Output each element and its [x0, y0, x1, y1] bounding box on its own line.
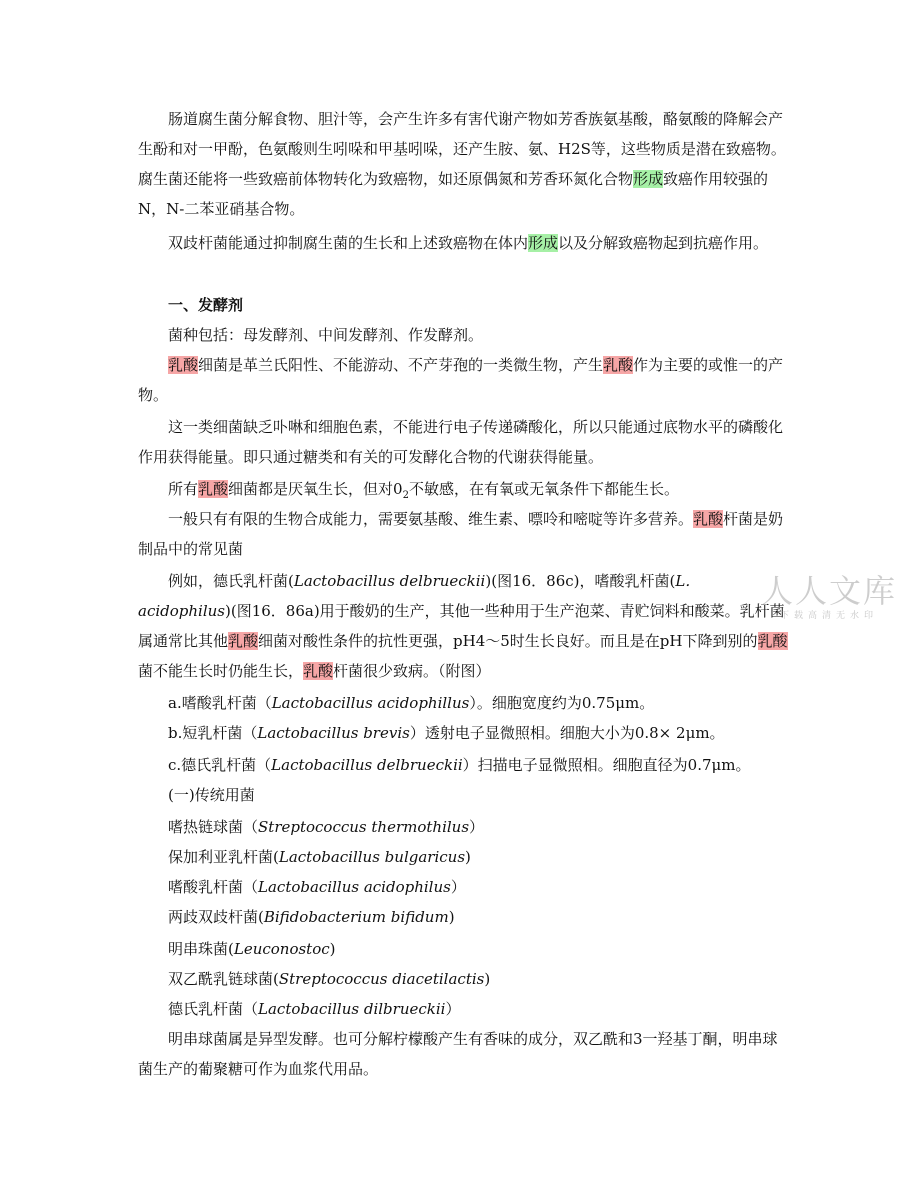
text: 以及分解致癌物起到抗癌作用。	[558, 234, 769, 252]
text: 一般只有有限的生物合成能力，需要氨基酸、维生素、嘌呤和嘧啶等许多营养。	[168, 510, 694, 528]
text: ）	[450, 878, 466, 896]
text: )	[484, 970, 491, 988]
highlight-xingcheng: 形成	[528, 234, 559, 252]
species-name: Lactobacillus brevis	[257, 724, 410, 742]
highlight-rusuan: 乳酸	[693, 510, 724, 528]
watermark-logo: 人人文库	[760, 572, 897, 610]
text: a.嗜酸乳杆菌（	[168, 694, 272, 712]
text: )(图16．86a)用于酸奶的生产，其他一些种用于生产泡菜、青贮饲料和酸菜。乳杆菌属通常比其他	[138, 602, 785, 650]
strain-line	[138, 964, 788, 994]
text: 所有	[168, 480, 199, 498]
text: ）	[445, 1000, 461, 1018]
paragraph-bifidobacteria	[138, 228, 788, 258]
text: 肠道腐生菌分解食物、胆汁等，会产生许多有害代谢产物如芳香族氨基酸，酪氨酸的降解会产生酚和对一甲酚，色氨酸则生吲哚和甲基吲哚，还产生胺、氨、H2S等，这些物质是潜在致癌物。腐生菌还能将一些致癌前体物转化为致癌物，如还原偶氮和芳香环氮化合物	[138, 110, 786, 188]
strain-line	[138, 934, 788, 964]
text: 两歧双歧杆菌(	[168, 908, 264, 926]
text: 嗜热链球菌（	[168, 818, 259, 836]
paragraph-lactic-bacteria	[138, 350, 788, 410]
species-name: Lactobacillus acidophilus	[258, 878, 451, 896]
strain-line	[138, 812, 788, 842]
species-name: Lactobacillus delbrueckii	[271, 756, 463, 774]
text: 双乙酰乳链球菌(	[168, 970, 279, 988]
watermark-subtitle: 下载高清无水印	[779, 611, 878, 621]
text: 双歧杆菌能通过抑制腐生菌的生长和上述致癌物在体内	[168, 234, 529, 252]
highlight-rusuan: 乳酸	[168, 356, 199, 374]
strain-line	[138, 842, 788, 872]
text: b.短乳杆菌（	[168, 724, 258, 742]
species-name: L．acidophilus	[138, 572, 701, 620]
species-name: Lactobacillus delbrueckii	[293, 572, 486, 590]
text: 不敏感，在有氧或无氧条件下都能生长。	[408, 480, 679, 498]
text: )	[465, 848, 471, 866]
text: ）	[469, 818, 485, 836]
highlight-rusuan: 乳酸	[303, 662, 334, 680]
section-heading: 一、发酵剂	[168, 296, 244, 314]
species-name: Lactobacillus acidophillus	[271, 694, 470, 712]
text: )(图16．86c)，嗜酸乳杆菌(	[485, 572, 676, 590]
paragraph-energy: 这一类细菌缺乏卟啉和细胞色素，不能进行电子传递磷酸化，所以只能通过底物水平的磷酸化作用获得能量。即只通过糖类和有关的可发酵化合物的代谢获得能量。	[138, 418, 784, 466]
text: 细菌都是厌氧生长，但对0	[228, 480, 403, 498]
paragraph-starter-types: 菌种包括：母发酵剂、中间发酵剂、作发酵剂。	[168, 326, 484, 344]
text: 杆菌很少致病。（附图）	[333, 662, 491, 680]
species-name: Streptococcus thermothilus	[258, 818, 470, 836]
text: 杆菌是奶制品中的常见菌	[138, 510, 784, 558]
text: 嗜酸乳杆菌（	[168, 878, 259, 896]
text: 致癌作用较强的N，N-二苯亚硝基合物。	[138, 170, 769, 218]
text: 德氏乳杆菌（	[168, 1000, 259, 1018]
subscript: 2	[402, 490, 409, 501]
text: 菌不能生长时仍能生长，	[138, 662, 304, 680]
text: )	[448, 908, 455, 926]
highlight-rusuan: 乳酸	[603, 356, 634, 374]
highlight-xingcheng: 形成	[633, 170, 664, 188]
text: ）扫描电子显微照相。细胞直径为0.7μm。	[462, 756, 751, 774]
text: c.德氏乳杆菌（	[168, 756, 272, 774]
strain-line	[138, 872, 788, 902]
text: 细菌对酸性条件的抗性更强，pH4～5时生长良好。而且是在pH下降到别的	[258, 632, 758, 650]
figure-caption-c	[138, 750, 788, 780]
sub-heading: (一)传统用菌	[168, 786, 255, 804]
figure-caption-b	[138, 718, 788, 748]
highlight-rusuan: 乳酸	[198, 480, 229, 498]
paragraph-leuconostoc: 明串球菌属是异型发酵。也可分解柠檬酸产生有香味的成分，双乙酰和3一羟基丁酮，明串球菌生产的葡聚糖可作为血浆代用品。	[138, 1030, 778, 1078]
paragraph-nutrition	[138, 504, 788, 564]
paragraph-examples	[138, 566, 788, 686]
strain-line	[138, 994, 788, 1024]
species-name: Lactobacillus bulgaricus	[278, 848, 466, 866]
text: 保加利亚乳杆菌(	[168, 848, 279, 866]
strain-line	[138, 902, 788, 932]
text: 细菌是革兰氏阳性、不能游动、不产芽孢的一类微生物，产生	[198, 356, 604, 374]
text: ）透射电子显微照相。细胞大小为0.8× 2μm。	[409, 724, 725, 742]
text: ）。细胞宽度约为0.75μm。	[469, 694, 655, 712]
text: 作为主要的或惟一的产物。	[138, 356, 784, 404]
highlight-rusuan: 乳酸	[228, 632, 259, 650]
species-name: Leuconostoc	[233, 940, 330, 958]
species-name: Streptococcus diacetilactis	[278, 970, 485, 988]
species-name: Bifidobacterium bifidum	[263, 908, 449, 926]
species-name: Lactobacillus dilbrueckii	[258, 1000, 446, 1018]
text: 例如，德氏乳杆菌(	[168, 572, 294, 590]
text: 明串珠菌(	[168, 940, 234, 958]
highlight-rusuan: 乳酸	[757, 632, 788, 650]
paragraph-putrefactive-bacteria	[138, 104, 788, 224]
text: )	[329, 940, 336, 958]
figure-caption-a	[138, 688, 788, 718]
